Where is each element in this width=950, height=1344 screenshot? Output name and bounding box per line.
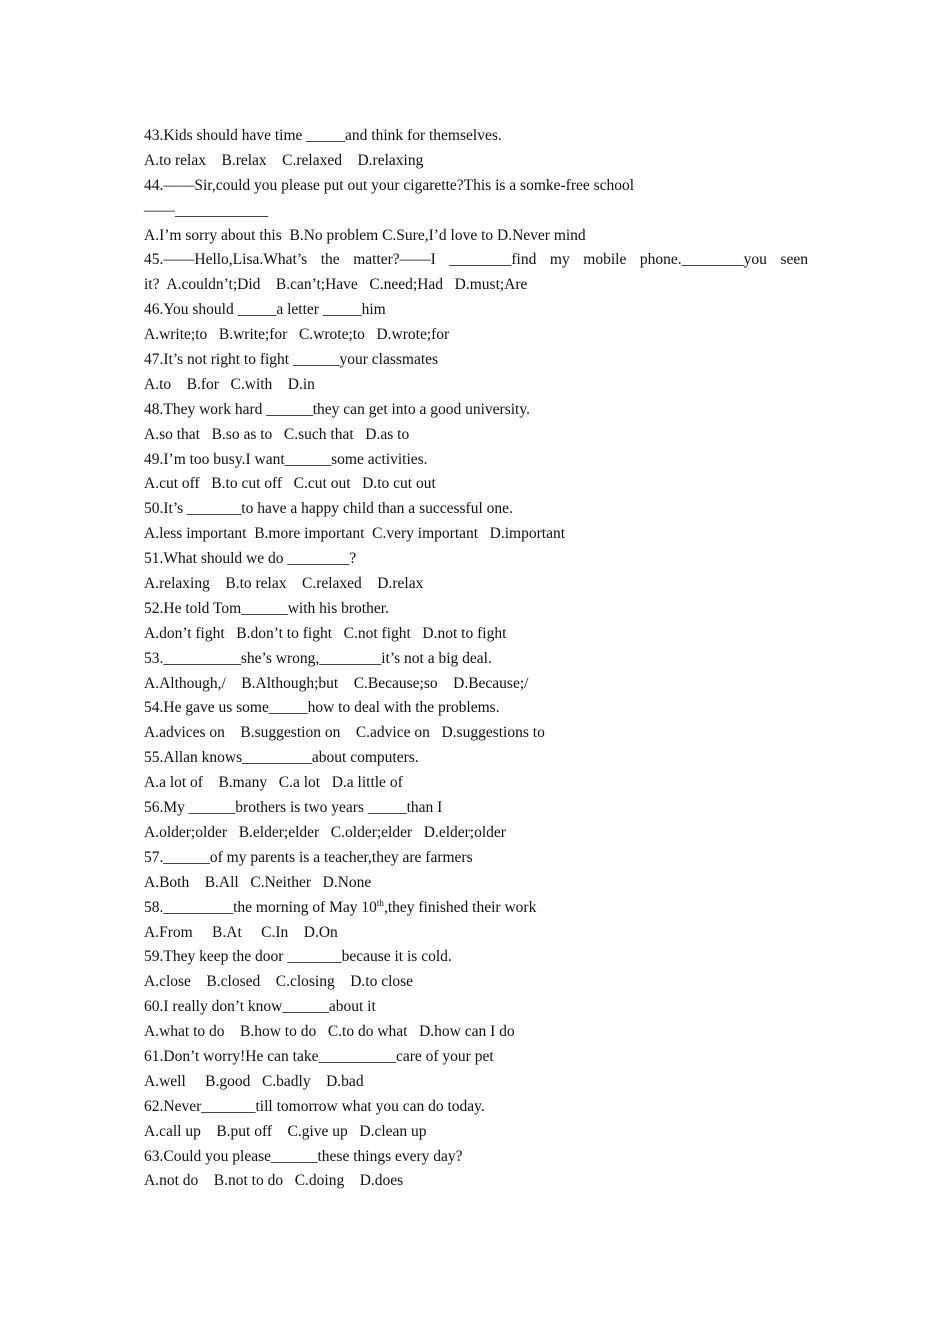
- options-48: A.so that B.so as to C.such that D.as to: [144, 425, 410, 443]
- options-63: A.not do B.not to do C.doing D.does: [144, 1172, 404, 1190]
- options-60: A.what to do B.how to do C.to do what D.how can I do: [144, 1023, 515, 1041]
- question-46: 46.You should _____a letter _____him: [144, 301, 386, 319]
- options-58: A.From B.At C.In D.On: [144, 923, 338, 941]
- question-58: [144, 896, 808, 921]
- question-49: 49.I’m too busy.I want______some activities.: [144, 450, 428, 468]
- options-43: A.to relax B.relax C.relaxed D.relaxing: [144, 151, 424, 169]
- question-52: 52.He told Tom______with his brother.: [144, 599, 389, 617]
- question-53: 53.__________she’s wrong,________it’s not a big deal.: [144, 649, 492, 667]
- question-56: 56.My ______brothers is two years _____than I: [144, 799, 443, 817]
- options-50: A.less important B.more important C.very important D.important: [144, 525, 566, 543]
- question-44-reply: ——____________: [144, 201, 268, 219]
- question-61: 61.Don’t worry!He can take__________care of your pet: [144, 1047, 494, 1065]
- options-59: A.close B.closed C.closing D.to close: [144, 973, 414, 991]
- options-46: A.write;to B.write;for C.wrote;to D.wrote;for: [144, 326, 450, 344]
- question-58-tail: ,they finished their work: [383, 898, 537, 916]
- options-55: A.a lot of B.many C.a lot D.a little of: [144, 774, 403, 792]
- question-63: 63.Could you please______these things every day?: [144, 1147, 463, 1165]
- options-51: A.relaxing B.to relax C.relaxed D.relax: [144, 575, 424, 593]
- question-43: 43.Kids should have time _____and think for themselves.: [144, 127, 502, 144]
- question-sheet: [144, 124, 808, 1194]
- options-53: A.Although,/ B.Although;but C.Because;so D.Because;/: [144, 674, 529, 692]
- question-57: 57.______of my parents is a teacher,they are farmers: [144, 848, 473, 866]
- options-57: A.Both B.All C.Neither D.None: [144, 873, 372, 891]
- question-44: 44.——Sir,could you please put out your cigarette?This is a somke-free school: [144, 176, 635, 194]
- question-58-text: 58._________the morning of May 10: [144, 898, 377, 916]
- options-61: A.well B.good C.badly D.bad: [144, 1072, 364, 1090]
- question-48: 48.They work hard ______they can get into a good university.: [144, 400, 530, 418]
- options-44: A.I’m sorry about this B.No problem C.Sure,I’d love to D.Never mind: [144, 226, 586, 244]
- question-58-superscript: th: [376, 897, 384, 908]
- question-62: 62.Never_______till tomorrow what you can do today.: [144, 1097, 485, 1115]
- question-45: 45.——Hello,Lisa.What’s the matter?——I ________find my mobile phone.________you seen: [144, 251, 808, 269]
- question-54: 54.He gave us some_____how to deal with the problems.: [144, 699, 500, 717]
- options-56: A.older;older B.elder;elder C.older;elder D.elder;older: [144, 823, 506, 841]
- options-62: A.call up B.put off C.give up D.clean up: [144, 1122, 427, 1140]
- options-45: it? A.couldn’t;Did B.can’t;Have C.need;Had D.must;Are: [144, 276, 528, 294]
- options-47: A.to B.for C.with D.in: [144, 375, 315, 393]
- question-55: 55.Allan knows_________about computers.: [144, 749, 419, 767]
- options-54: A.advices on B.suggestion on C.advice on D.suggestions to: [144, 724, 545, 742]
- options-49: A.cut off B.to cut off C.cut out D.to cut out: [144, 475, 436, 493]
- question-50: 50.It’s _______to have a happy child than a successful one.: [144, 500, 513, 518]
- question-51: 51.What should we do ________?: [144, 550, 357, 568]
- question-59: 59.They keep the door _______because it is cold.: [144, 948, 452, 966]
- question-60: 60.I really don’t know______about it: [144, 998, 376, 1016]
- options-52: A.don’t fight B.don’t to fight C.not fight D.not to fight: [144, 624, 507, 642]
- question-47: 47.It’s not right to fight ______your classmates: [144, 351, 439, 369]
